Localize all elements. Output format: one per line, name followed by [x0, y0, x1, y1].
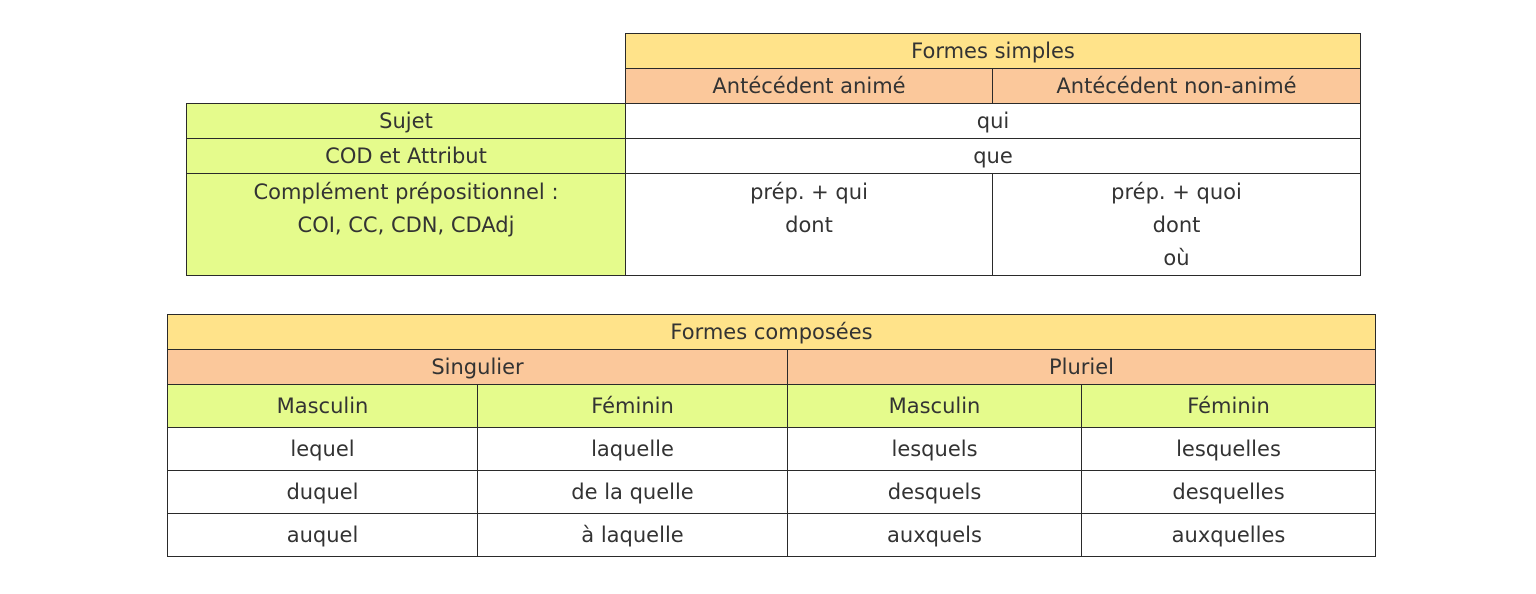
header-singular: Singulier: [168, 350, 788, 385]
table-cell: lesquels: [788, 428, 1082, 471]
header-antecedent-inanimate: Antécédent non-animé: [993, 69, 1361, 104]
table-row: [187, 104, 1361, 139]
table-cell: à laquelle: [478, 514, 788, 557]
simple-forms-table: [186, 33, 1361, 276]
table-cell: laquelle: [478, 428, 788, 471]
empty-corner-cell: [187, 34, 626, 69]
row-label-line: COI, CC, CDN, CDAdj: [297, 213, 515, 237]
cell-sujet-value: qui: [626, 104, 1361, 139]
header-singular-feminine: Féminin: [478, 385, 788, 428]
header-antecedent-animate: Antécédent animé: [626, 69, 993, 104]
table-cell: lequel: [168, 428, 478, 471]
header-singular-masculine: Masculin: [168, 385, 478, 428]
table-row: [187, 139, 1361, 174]
cell-line: dont: [785, 213, 833, 237]
header-plural-feminine: Féminin: [1082, 385, 1376, 428]
compound-forms-table: [167, 314, 1376, 557]
cell-cod-value: que: [626, 139, 1361, 174]
compound-forms-title: Formes composées: [168, 315, 1376, 350]
table-row: [168, 514, 1376, 557]
cell-complement-inanimate: [993, 174, 1361, 276]
table-row: [168, 428, 1376, 471]
cell-complement-animate: [626, 174, 993, 276]
table-cell: desquels: [788, 471, 1082, 514]
table-cell: lesquelles: [1082, 428, 1376, 471]
row-label-complement: [187, 174, 626, 276]
table-cell: auxquelles: [1082, 514, 1376, 557]
table-row: [168, 471, 1376, 514]
row-label-cod: COD et Attribut: [187, 139, 626, 174]
cell-line: où: [1163, 246, 1190, 270]
row-label-sujet: Sujet: [187, 104, 626, 139]
table-row: [187, 174, 1361, 276]
table-cell: duquel: [168, 471, 478, 514]
table-cell: auquel: [168, 514, 478, 557]
header-plural-masculine: Masculin: [788, 385, 1082, 428]
cell-line: dont: [1152, 213, 1201, 237]
cell-line: prép. + quoi: [1111, 180, 1242, 204]
table-cell: desquelles: [1082, 471, 1376, 514]
table-cell: auxquels: [788, 514, 1082, 557]
table-cell: de la quelle: [478, 471, 788, 514]
row-label-line: Complément prépositionnel :: [253, 180, 559, 204]
cell-line: prép. + qui: [750, 180, 868, 204]
header-plural: Pluriel: [788, 350, 1376, 385]
empty-corner-cell: [187, 69, 626, 104]
simple-forms-title: Formes simples: [626, 34, 1361, 69]
